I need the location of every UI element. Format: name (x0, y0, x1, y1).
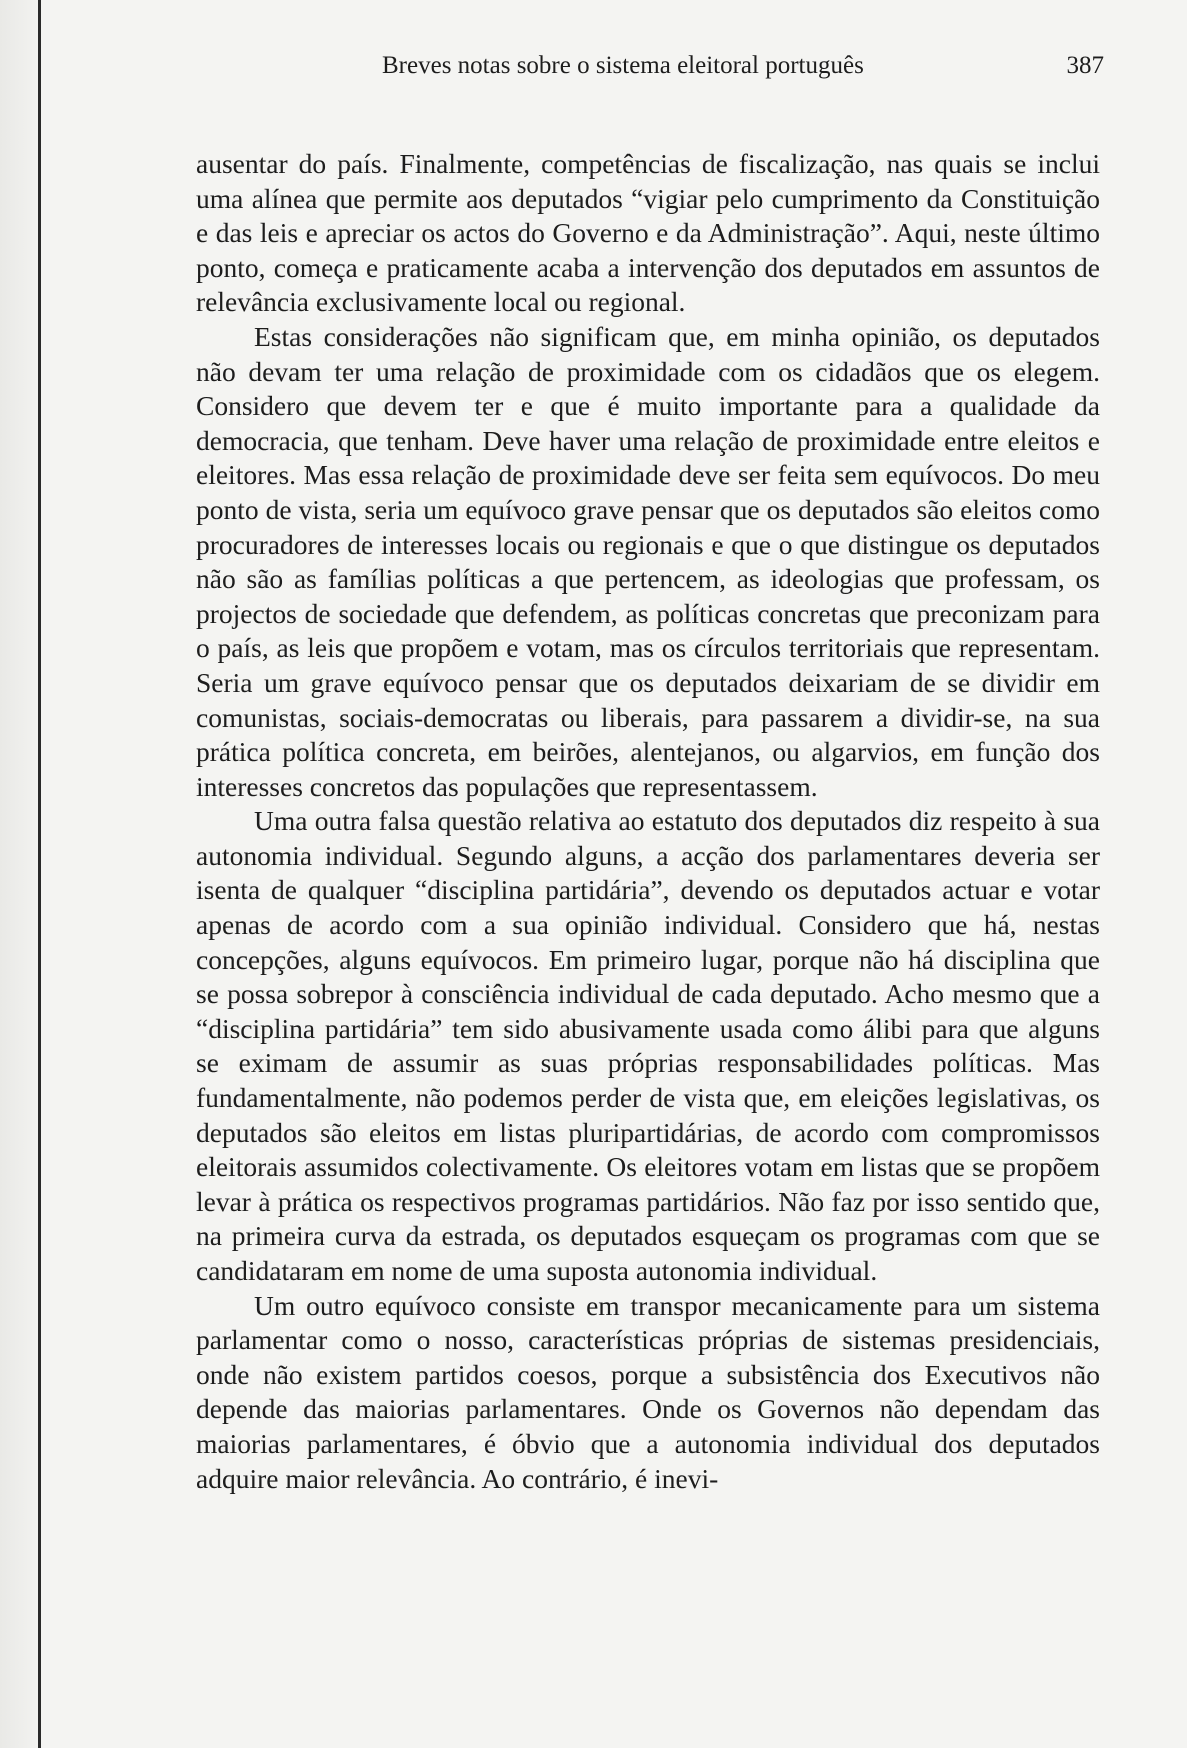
paragraph: Um outro equívoco consiste em transpor mecanicamente para um sistema parlamentar como o nosso, características próprias de sistemas presidenciais, onde não existem partidos coesos, porque a subsistência dos Executivos não depende das maiorias parlamentares. Onde os Governos não dependam das maiorias parlamentares, é óbvio que a autonomia individual dos deputados adquire maior relevância. Ao contrário, é inevi- (196, 1289, 1100, 1494)
paragraph: Estas considerações não significam que, em minha opinião, os deputados não devam ter uma relação de proximidade com os cidadãos que os elegem. Considero que devem ter e que é muito importante para a qualidade da democracia, que tenham. Deve haver uma relação de proximidade entre eleitos e eleitores. Mas essa relação de proximidade deve ser feita sem equívocos. Do meu ponto de vista, seria um equívoco grave pensar que os deputados são eleitos como procuradores de interesses locais ou regionais e que o que distingue os deputados não são as famílias políticas a que pertencem, as ideologias que professam, os projectos de sociedade que defendem, as políticas concretas que preconizam para o país, as leis que propõem e votam, mas os círculos territoriais que representam. Seria um grave equívoco pensar que os deputados deixariam de se dividir em comunistas, sociais-democratas ou liberais, para passarem a dividir-se, na sua prática política concreta, em beirões, alentejanos, ou algarvios, em função dos interesses concretos das populações que representassem. (196, 320, 1100, 802)
running-title: Breves notas sobre o sistema eleitoral português (382, 52, 864, 79)
page-gutter-shadow (0, 0, 38, 1748)
page-number: 387 (1066, 52, 1104, 79)
paragraph: Uma outra falsa questão relativa ao estatuto dos deputados diz respeito à sua autonomia individual. Segundo alguns, a acção dos parlamentares deveria ser isenta de qualquer “disciplina partidária”, devendo os deputados actuar e votar apenas de acordo com a sua opinião individual. Considero que há, nestas concepções, alguns equívocos. Em primeiro lugar, porque não há disciplina que se possa sobrepor à consciência individual de cada deputado. Acho mesmo que a “disciplina partidária” tem sido abusivamente usada como álibi para que alguns se eximam de assumir as suas próprias responsabilidades políticas. Mas fundamentalmente, não podemos perder de vista que, em eleições legislativas, os deputados são eleitos em listas pluripartidárias, de acordo com compromissos eleitorais assumidos colectivamente. Os eleitores votam em listas que se propõem levar à prática os respectivos programas partidários. Não faz por isso sentido que, na primeira curva da estrada, os deputados esqueçam os programas com que se candidataram em nome de uma suposta autonomia individual. (196, 805, 1100, 1286)
page-binding-edge (38, 0, 41, 1748)
running-header (196, 48, 1104, 84)
body-text (196, 147, 1100, 1496)
paragraph-continuation: ausentar do país. Finalmente, competências de fiscalização, nas quais se inclui uma alínea que permite aos deputados “vigiar pelo cumprimento da Constituição e das leis e apreciar os actos do Governo e da Administração”. Aqui, neste último ponto, começa e praticamente acaba a intervenção dos deputados em assuntos de relevância exclusivamente local ou regional. (196, 148, 1100, 318)
